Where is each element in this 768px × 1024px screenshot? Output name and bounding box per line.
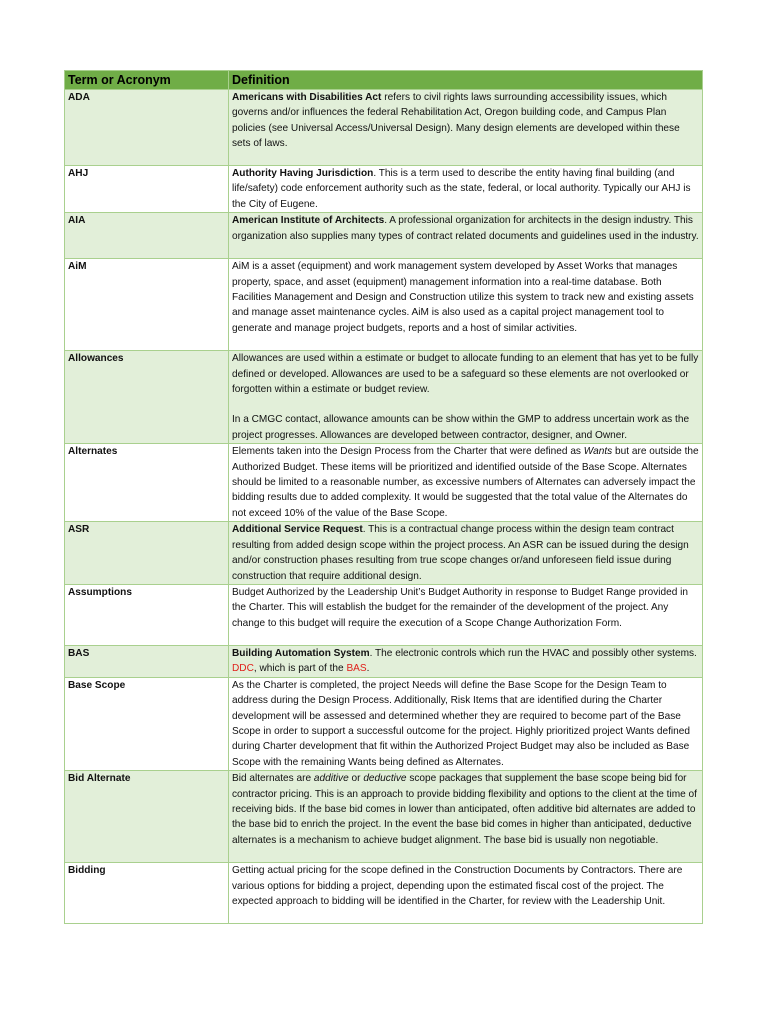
definition-highlight: DDC	[232, 663, 254, 675]
definition-text: . This is a contractual change process within the design team contract resulting from added design scope within the project process. An ASR can be issued during the design and/or construction phases resulting from true scope changes or/and unforeseen field issue during construction that require additional design.	[232, 524, 689, 582]
table-row	[65, 863, 703, 924]
definition-text: Elements taken into the Design Process from the Charter that were defined as	[232, 446, 584, 458]
table-row	[65, 213, 703, 259]
term-cell: Assumptions	[65, 584, 229, 645]
definition-cell	[229, 259, 703, 351]
definition-text: . A professional organization for architects in the design industry. This organization also supplies many types of contract related documents and guidelines used in the industry.	[232, 215, 699, 242]
table-row	[65, 351, 703, 444]
table-row	[65, 522, 703, 585]
term-cell: AHJ	[65, 166, 229, 213]
table-row	[65, 771, 703, 863]
table-row	[65, 166, 703, 213]
definition-highlight: BAS	[346, 663, 367, 675]
definition-cell	[229, 90, 703, 166]
term-cell: AIA	[65, 213, 229, 259]
table-row	[65, 584, 703, 645]
definition-text: or	[348, 773, 364, 785]
definition-cell	[229, 584, 703, 645]
definition-text: As the Charter is completed, the project Needs will define the Base Scope for the Design Team to address during the Design Process. Additionally, Risk Items that are identified during the Charter development will be assessed and determined whether they are required to become part of the Base Scope in order to support a successful outcome for the project. Highly prioritized project Wants defined during Charter development that fit within the Authorized Project Budget may also be included as Base Scope with the remaining Wants being defined as Alternates.	[232, 679, 690, 768]
definition-text: additive	[313, 773, 349, 785]
definition-cell	[229, 677, 703, 770]
term-cell: Bidding	[65, 863, 229, 924]
term-cell: Allowances	[65, 351, 229, 444]
definition-term-bold: Americans with Disabilities Act	[232, 92, 382, 103]
definition-text: deductive	[363, 773, 407, 785]
term-cell: Bid Alternate	[65, 771, 229, 863]
header-row	[65, 71, 703, 90]
definition-text: scope packages that supplement the base scope being bid for contractor pricing. This is an approach to provide bidding flexibility and options to the client at the time of receiving bids. If the base bid comes in lower than anticipated, often additive bid alternates are added to the base bid to enrich the project. In the event the base bid comes in higher than anticipated, deductive alternates is a mechanism to achieve budget alignment. The base bid is usually non negotiable.	[232, 773, 697, 846]
term-column-header: Term or Acronym	[65, 71, 229, 90]
term-cell: BAS	[65, 645, 229, 677]
table-row	[65, 645, 703, 677]
term-cell: ADA	[65, 90, 229, 166]
definition-text: . This is a term used to describe the entity having final building (and life/safety) code enforcement authority such as the state, federal, or local authority. Typically our AHJ is the City of Eugene.	[232, 168, 691, 210]
definition-text: refers to civil rights laws surrounding accessibility issues, which governs and/or influences the federal Rehabilitation Act, Oregon building code, and Campus Plan policies (see Universal Access/Universal Design). Many design elements are developed within these sets of laws.	[232, 92, 680, 150]
definition-text: .	[366, 663, 370, 675]
glossary-table	[64, 70, 703, 924]
table-row	[65, 677, 703, 770]
definition-cell	[229, 351, 703, 444]
definition-term-bold: Additional Service Request	[232, 524, 363, 536]
definition-text: Allowances are used within a estimate or budget to allocate funding to an element that has yet to be fully defined or developed. Allowances are used to be a safeguard so these elements are not overlooked or forgotten within a estimate or budget review.	[232, 353, 699, 396]
definition-cell	[229, 863, 703, 924]
definition-term-bold: Authority Having Jurisdiction	[232, 168, 374, 179]
table-row	[65, 259, 703, 351]
definition-text: Getting actual pricing for the scope defined in the Construction Documents by Contractors. There are various options for bidding a project, depending upon the estimated fiscal cost of the project. The expected approach to bidding will be identified in the Charter, for review with the Leadership Unit.	[232, 865, 683, 907]
term-cell: Base Scope	[65, 677, 229, 770]
definition-cell	[229, 213, 703, 259]
term-cell: ASR	[65, 522, 229, 585]
definition-text: Bid alternates are	[232, 773, 314, 785]
definition-column-header: Definition	[229, 71, 703, 90]
term-cell: AiM	[65, 259, 229, 351]
term-cell: Alternates	[65, 444, 229, 522]
definition-cell	[229, 166, 703, 213]
definition-text: Wants	[583, 446, 613, 458]
definition-text: . The electronic controls which run the HVAC and possibly other systems.	[369, 647, 697, 659]
definition-text: In a CMGC contact, allowance amounts can be show within the GMP to address uncertain work as the project progresses. Allowances are developed between contractor, designer, and Owner.	[232, 414, 690, 441]
definition-cell	[229, 771, 703, 863]
definition-text: , which is part of the	[253, 663, 347, 675]
definition-cell	[229, 522, 703, 585]
definition-text: Budget Authorized by the Leadership Unit’s Budget Authority in response to Budget Range provided in the Charter. This will establish the budget for the remainder of the development of the project. Any change to this budget will require the execution of a Scope Change Authorization Form.	[232, 586, 689, 629]
glossary-body	[65, 90, 703, 924]
definition-term-bold: American Institute of Architects	[232, 215, 385, 227]
definition-term-bold: Building Automation System	[232, 647, 370, 659]
table-row	[65, 90, 703, 166]
definition-cell	[229, 444, 703, 522]
paragraph-gap	[232, 397, 700, 412]
definition-text: AiM is a asset (equipment) and work management system developed by Asset Works that manages property, space, and asset (equipment) management information into a real-time database. Both Facilities Management and Design and Construction utilize this system to track new and existing assets and manage asset maintenance cycles. AiM is also used as a capital project management tool to generate and manage project budgets, reports and a host of similar activities.	[232, 261, 694, 334]
definition-cell	[229, 645, 703, 677]
definition-text: but are outside the Authorized Budget. These items will be prioritized and identified outside of the Base Scope. Alternates should be limited to a reasonable number, as excessive numbers of Alternates can adversely impact the bidding results due to added complexity. It would be suggested that the total value of the Alternates do not exceed 10% of the value of the Base Scope.	[232, 446, 699, 519]
table-row	[65, 444, 703, 522]
